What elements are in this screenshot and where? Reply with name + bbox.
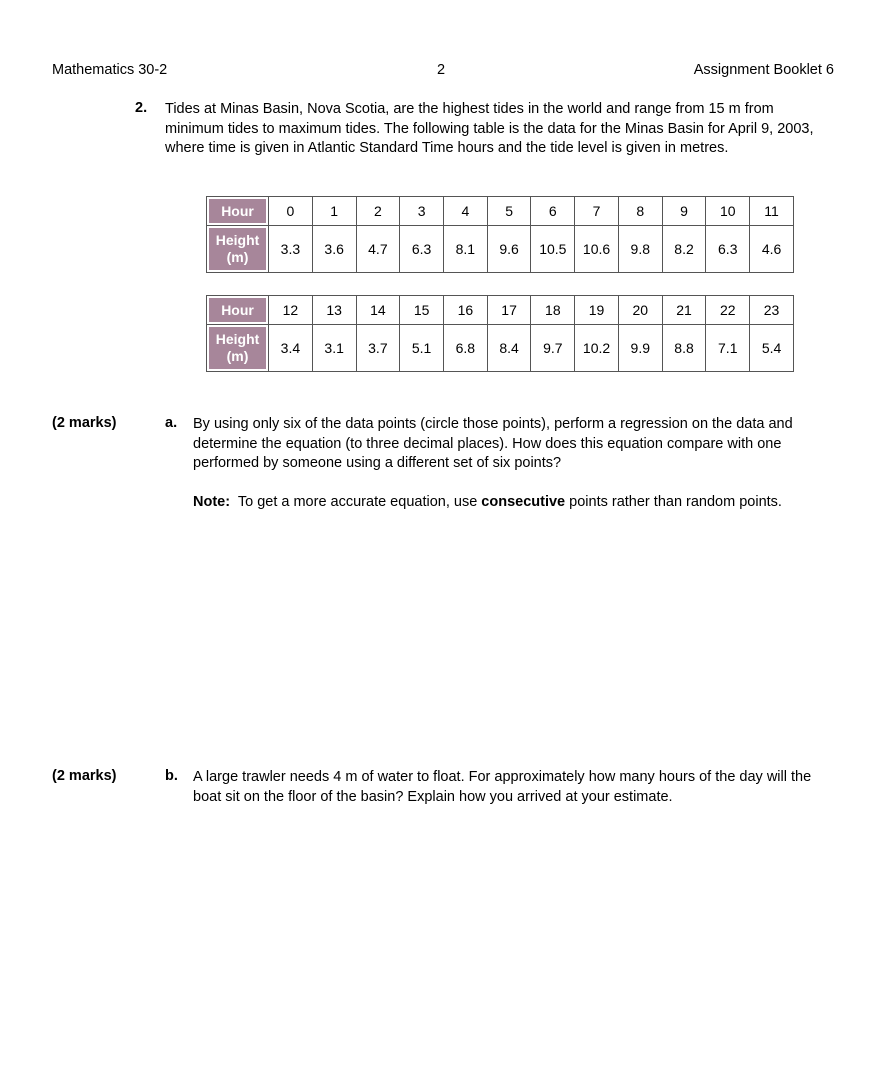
table-row-height — [207, 226, 794, 273]
height-cell: 8.2 — [662, 226, 706, 273]
hour-cell: 11 — [750, 197, 794, 226]
note-after: points rather than random points. — [569, 494, 782, 510]
height-cell: 4.6 — [750, 226, 794, 273]
height-cell: 8.4 — [487, 325, 531, 372]
course-title: Mathematics 30-2 — [52, 62, 168, 78]
height-cell: 3.6 — [312, 226, 356, 273]
hour-cell: 7 — [575, 197, 619, 226]
height-label-line2: (m) — [226, 249, 249, 265]
hour-cell: 22 — [706, 296, 750, 325]
note-bold: consecutive — [481, 494, 566, 510]
height-cell: 4.7 — [356, 226, 400, 273]
hour-cell: 1 — [312, 197, 356, 226]
height-label — [207, 226, 269, 273]
height-cell: 9.9 — [618, 325, 662, 372]
hour-cell: 23 — [750, 296, 794, 325]
height-cell: 9.7 — [531, 325, 575, 372]
height-cell: 9.8 — [618, 226, 662, 273]
hour-cell: 21 — [662, 296, 706, 325]
question-text: Tides at Minas Basin, Nova Scotia, are the highest tides in the world and range from 15 m from minimum tides to maximum tides. The following table is the data for the Minas Basin for April 9, 2003, where time is given in Atlantic Standard Time hours and the tide level is given in metres. — [165, 101, 814, 156]
height-cell: 10.5 — [531, 226, 575, 273]
question-number: 2. — [135, 100, 148, 116]
hour-cell: 4 — [443, 197, 487, 226]
hour-cell: 18 — [531, 296, 575, 325]
note-before: To get a more accurate equation, use — [237, 494, 478, 510]
height-label-line2: (m) — [226, 348, 249, 364]
height-cell: 10.6 — [575, 226, 619, 273]
table-row-hour — [207, 197, 794, 226]
height-cell: 6.3 — [706, 226, 750, 273]
tide-table-2 — [206, 295, 794, 372]
hour-cell: 2 — [356, 197, 400, 226]
table-row-hour — [207, 296, 794, 325]
hour-cell: 12 — [269, 296, 313, 325]
height-cell: 5.1 — [400, 325, 444, 372]
height-label-line1: Height — [215, 331, 260, 347]
hour-cell: 0 — [269, 197, 313, 226]
tide-table-1 — [206, 196, 794, 273]
hour-cell: 5 — [487, 197, 531, 226]
hour-cell: 20 — [618, 296, 662, 325]
height-cell: 3.3 — [269, 226, 313, 273]
hour-cell: 16 — [443, 296, 487, 325]
height-cell: 3.1 — [312, 325, 356, 372]
hour-cell: 8 — [618, 197, 662, 226]
height-cell: 5.4 — [750, 325, 794, 372]
hour-cell: 3 — [400, 197, 444, 226]
hour-cell: 14 — [356, 296, 400, 325]
hour-label: Hour — [207, 296, 269, 325]
height-cell: 6.3 — [400, 226, 444, 273]
page-number: 2 — [437, 62, 446, 78]
height-cell: 8.8 — [662, 325, 706, 372]
hour-cell: 9 — [662, 197, 706, 226]
height-cell: 10.2 — [575, 325, 619, 372]
height-cell: 9.6 — [487, 226, 531, 273]
height-cell: 8.1 — [443, 226, 487, 273]
hour-cell: 10 — [706, 197, 750, 226]
height-label-line1: Height — [215, 232, 260, 248]
hour-label: Hour — [207, 197, 269, 226]
hour-cell: 6 — [531, 197, 575, 226]
part-a-marks: (2 marks) — [52, 415, 117, 431]
part-b-label: b. — [165, 768, 178, 784]
note-label: Note: — [193, 494, 231, 510]
booklet-title: Assignment Booklet 6 — [693, 62, 834, 78]
height-label — [207, 325, 269, 372]
hour-cell: 17 — [487, 296, 531, 325]
hour-cell: 15 — [400, 296, 444, 325]
table-row-height — [207, 325, 794, 372]
note — [193, 493, 843, 513]
height-cell: 7.1 — [706, 325, 750, 372]
hour-cell: 13 — [312, 296, 356, 325]
hour-cell: 19 — [575, 296, 619, 325]
height-cell: 3.7 — [356, 325, 400, 372]
height-cell: 6.8 — [443, 325, 487, 372]
height-cell: 3.4 — [269, 325, 313, 372]
part-a-label: a. — [165, 415, 178, 431]
part-b-text: A large trawler needs 4 m of water to float. For approximately how many hours of the day will the boat sit on the floor of the basin? Explain how you arrived at your estimate. — [193, 769, 812, 805]
part-b-marks: (2 marks) — [52, 768, 117, 784]
part-a-text: By using only six of the data points (circle those points), perform a regression on the data and determine the equation (to three decimal places). How does this equation compare with one performed by someone using a different set of six points? — [193, 416, 793, 471]
